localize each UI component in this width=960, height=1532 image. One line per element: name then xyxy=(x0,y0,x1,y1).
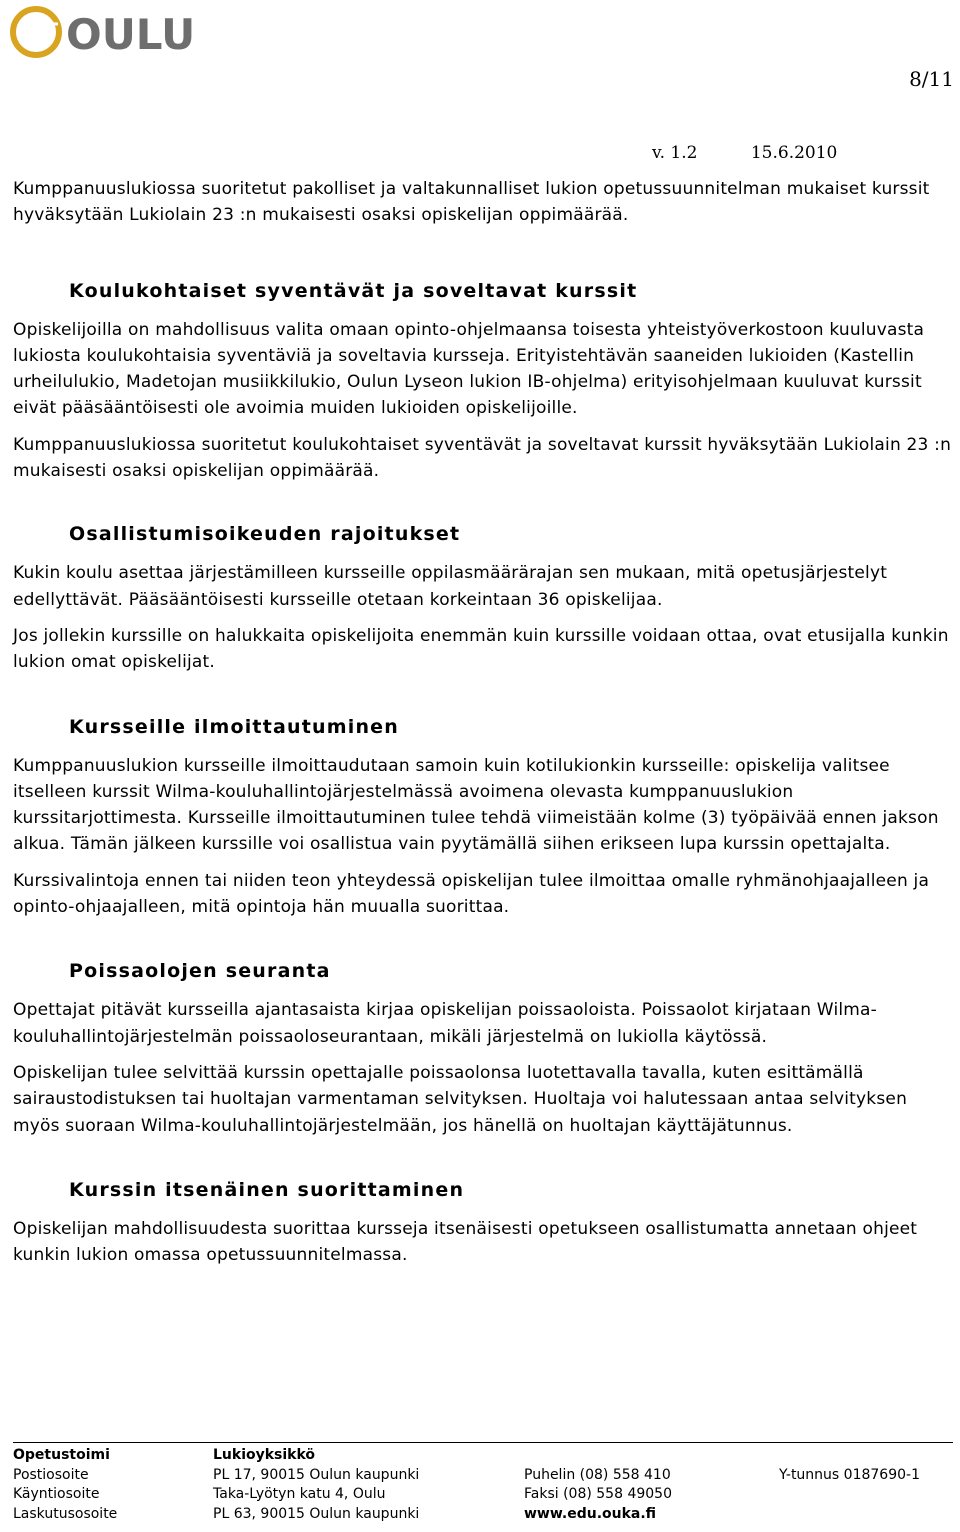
section-paragraph: Opiskelijoilla on mahdollisuus valita omaan opinto-ohjelmaansa toisesta yhteistyöverkostoon kuuluvasta lukiosta koulukohtaisia syventäviä ja soveltavia kursseja. Erityistehtävän saaneiden lukioiden (Kastellin urheilulukio, Madetojan musiikkilukio, Oulun Lyseon lukion IB-ohjelma) erityisohjelmaan kuuluvat kurssit eivät pääsääntöisesti ole avoimia muiden lukioiden opiskelijoille. xyxy=(13,319,925,419)
section-paragraph: Kumppanuuslukiossa suoritetut koulukohtaiset syventävät ja soveltavat kurssit hyväksytään Lukiolain 23 :n mukaisesti osaksi opiskelijan oppimäärää. xyxy=(13,434,952,482)
section-heading-itsenainen: Kurssin itsenäinen suorittaminen xyxy=(69,1178,465,1201)
footer-cell: PL 63, 90015 Oulun kaupunki xyxy=(213,1505,420,1522)
footer-cell xyxy=(779,1447,920,1467)
section-heading-poissaolot: Poissaolojen seuranta xyxy=(69,960,331,983)
version-date: 15.6.2010 xyxy=(750,143,838,163)
footer-cell: Opetustoimi xyxy=(13,1447,110,1463)
section-heading-osallistumisoikeus: Osallistumisoikeuden rajoitukset xyxy=(69,523,461,546)
section-heading-koulukohtaiset: Koulukohtaiset syventävät ja soveltavat kurssit xyxy=(69,279,638,302)
website-link[interactable]: www.edu.ouka.fi xyxy=(524,1505,657,1522)
page-footer xyxy=(13,1442,953,1525)
footer-row xyxy=(13,1467,920,1487)
footer-cell: Käyntiosoite xyxy=(13,1486,100,1502)
footer-cell: PL 17, 90015 Oulun kaupunki xyxy=(213,1466,420,1483)
footer-row xyxy=(13,1447,920,1467)
section-heading-ilmoittautuminen: Kursseille ilmoittautuminen xyxy=(69,715,399,738)
footer-row xyxy=(13,1486,920,1506)
footer-cell: Y-tunnus 0187690-1 xyxy=(779,1466,920,1483)
footer-row xyxy=(13,1506,920,1526)
document-body xyxy=(13,176,953,1268)
footer-cell: Puhelin (08) 558 410 xyxy=(524,1466,671,1483)
footer-cell xyxy=(779,1486,920,1506)
contact-table xyxy=(13,1447,920,1525)
section-paragraph: Opettajat pitävät kursseilla ajantasaista kirjaa opiskelijan poissaoloista. Poissaolot kirjataan Wilma-kouluhallintojärjestelmän poissaoloseurantaan, mikäli järjestelmä on lukiolla käytössä. xyxy=(13,1000,878,1047)
footer-cell: Postiosoite xyxy=(13,1466,89,1483)
section-paragraph: Jos jollekin kurssille on halukkaita opiskelijoita enemmän kuin kurssille voidaan ottaa, ovat etusijalla kunkin lukion omat opiskelijat. xyxy=(13,625,949,673)
footer-cell: Laskutusosoite xyxy=(13,1505,118,1522)
section-paragraph: Opiskelijan tulee selvittää kurssin opettajalle poissaolonsa luotettavalla tavalla, kuten esittämällä sairaustodistuksen tai huoltajan varmentaman selvityksen. Huoltaja voi halutessaan antaa selvityksen myös suoraan Wilma-kouluhallintojärjestelmään, jos hänellä on huoltajan käyttäjätunnus. xyxy=(13,1062,908,1136)
section-paragraph: Opiskelijan mahdollisuudesta suorittaa kursseja itsenäisesti opetukseen osallistumatta annetaan ohjeet kunkin lukion omassa opetussuunnitelmassa. xyxy=(13,1218,918,1266)
section-paragraph: Kumppanuuslukion kursseille ilmoittaudutaan samoin kuin kotilukionkin kursseille: opiskelija valitsee itselleen kurssit Wilma-kouluhallintojärjestelmässä avoimena olevasta kumppanuuslukion kurssitarjottimesta. Kursseille ilmoittautuminen tulee tehdä viimeistään kolme (3) työpäivää ennen jakson alkua. Tämän jälkeen kurssille voi osallistua vain pyytämällä siihen erikseen lupa kurssin opettajalta. xyxy=(13,755,939,855)
version-line xyxy=(652,143,837,163)
footer-cell xyxy=(524,1447,779,1467)
footer-cell xyxy=(779,1506,920,1526)
logo-text: OULU xyxy=(66,10,196,59)
footer-cell: Faksi (08) 558 49050 xyxy=(524,1486,672,1502)
version-number: v. 1.2 xyxy=(652,143,698,163)
footer-cell: Lukioyksikkö xyxy=(213,1447,316,1463)
oulu-logo xyxy=(6,2,196,62)
section-paragraph: Kurssivalintoja ennen tai niiden teon yhteydessä opiskelijan tulee ilmoittaa omalle ryhmänohjaajalleen ja opinto-ohjaajalleen, mitä opintoja hän muualla suorittaa. xyxy=(13,870,930,918)
footer-cell: Taka-Lyötyn katu 4, Oulu xyxy=(213,1486,386,1502)
section-paragraph: Kukin koulu asettaa järjestämilleen kursseille oppilasmäärärajan sen mukaan, mitä opetusjärjestelyt edellyttävät. Pääsääntöisesti kursseille otetaan korkeintaan 36 opiskelijaa. xyxy=(13,563,888,610)
intro-paragraph: Kumppanuuslukiossa suoritetut pakolliset ja valtakunnalliset lukion opetussuunnitelman mukaiset kurssit hyväksytään Lukiolain 23 :n mukaisesti osaksi opiskelijan oppimäärää. xyxy=(13,179,930,226)
page-number: 8/11 xyxy=(909,67,954,91)
